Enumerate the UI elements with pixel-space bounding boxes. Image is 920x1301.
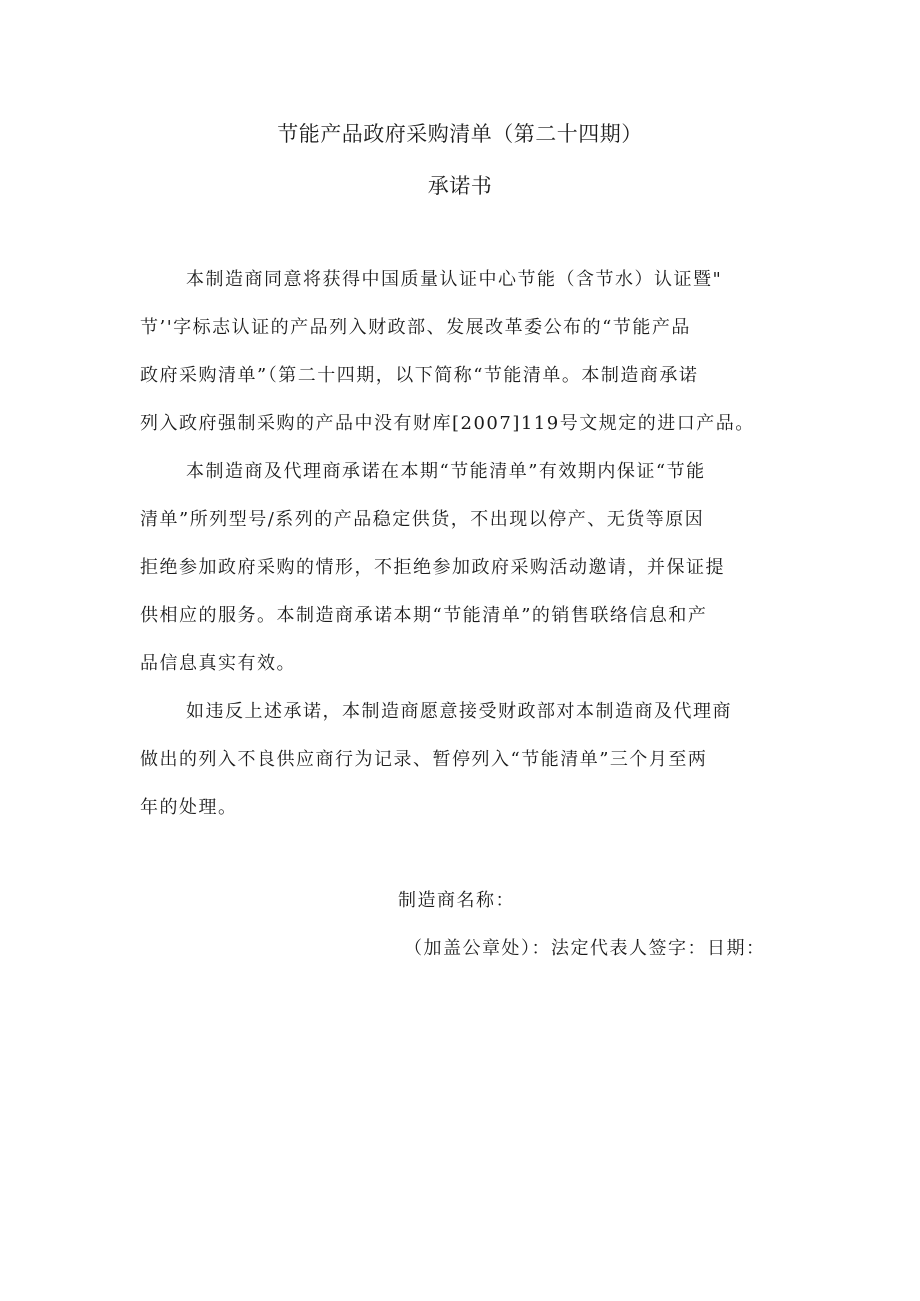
paragraph-line: 本制造商同意将获得中国质量认证中心节能（含节水）认证暨" xyxy=(186,269,723,290)
paragraph-line: 政府采购清单”（第二十四期，以下简称“节能清单。本制造商承诺 xyxy=(140,365,699,386)
paragraph-line: 如违反上述承诺，本制造商愿意接受财政部对本制造商及代理商 xyxy=(186,701,732,722)
document-subtitle: 承诺书 xyxy=(427,174,493,198)
paragraph-line: 拒绝参加政府采购的情形，不拒绝参加政府采购活动邀请，并保证提 xyxy=(140,557,725,578)
paragraph-line: 年的处理。 xyxy=(140,797,238,818)
paragraph-1 xyxy=(140,256,790,448)
paragraph-line: 清单”所列型号/系列的产品稳定供货，不出现以停产、无货等原因 xyxy=(140,509,705,530)
seal-signature-date-line: （加盖公章处）：法定代表人签字：日期： xyxy=(404,938,766,959)
paragraph-line: 节’'字标志认证的产品列入财政部、发展改革委公布的“节能产品 xyxy=(140,317,691,338)
paragraph-line: 做出的列入不良供应商行为记录、暂停列入“节能清单”三个月至两 xyxy=(140,749,708,770)
document-title: 节能产品政府采购清单（第二十四期） xyxy=(277,122,643,146)
paragraph-line: 品信息真实有效。 xyxy=(140,653,296,674)
paragraph-line: 供相应的服务。本制造商承诺本期“节能清单”的销售联络信息和产 xyxy=(140,605,708,626)
paragraph-2 xyxy=(140,448,790,688)
paragraph-3 xyxy=(140,688,790,832)
manufacturer-name-label: 制造商名称： xyxy=(398,890,515,911)
paragraph-line: 本制造商及代理商承诺在本期“节能清单”有效期内保证“节能 xyxy=(186,461,706,482)
paragraph-line: 列入政府强制采购的产品中没有财库[2007]119号文规定的进口产品。 xyxy=(140,413,755,434)
